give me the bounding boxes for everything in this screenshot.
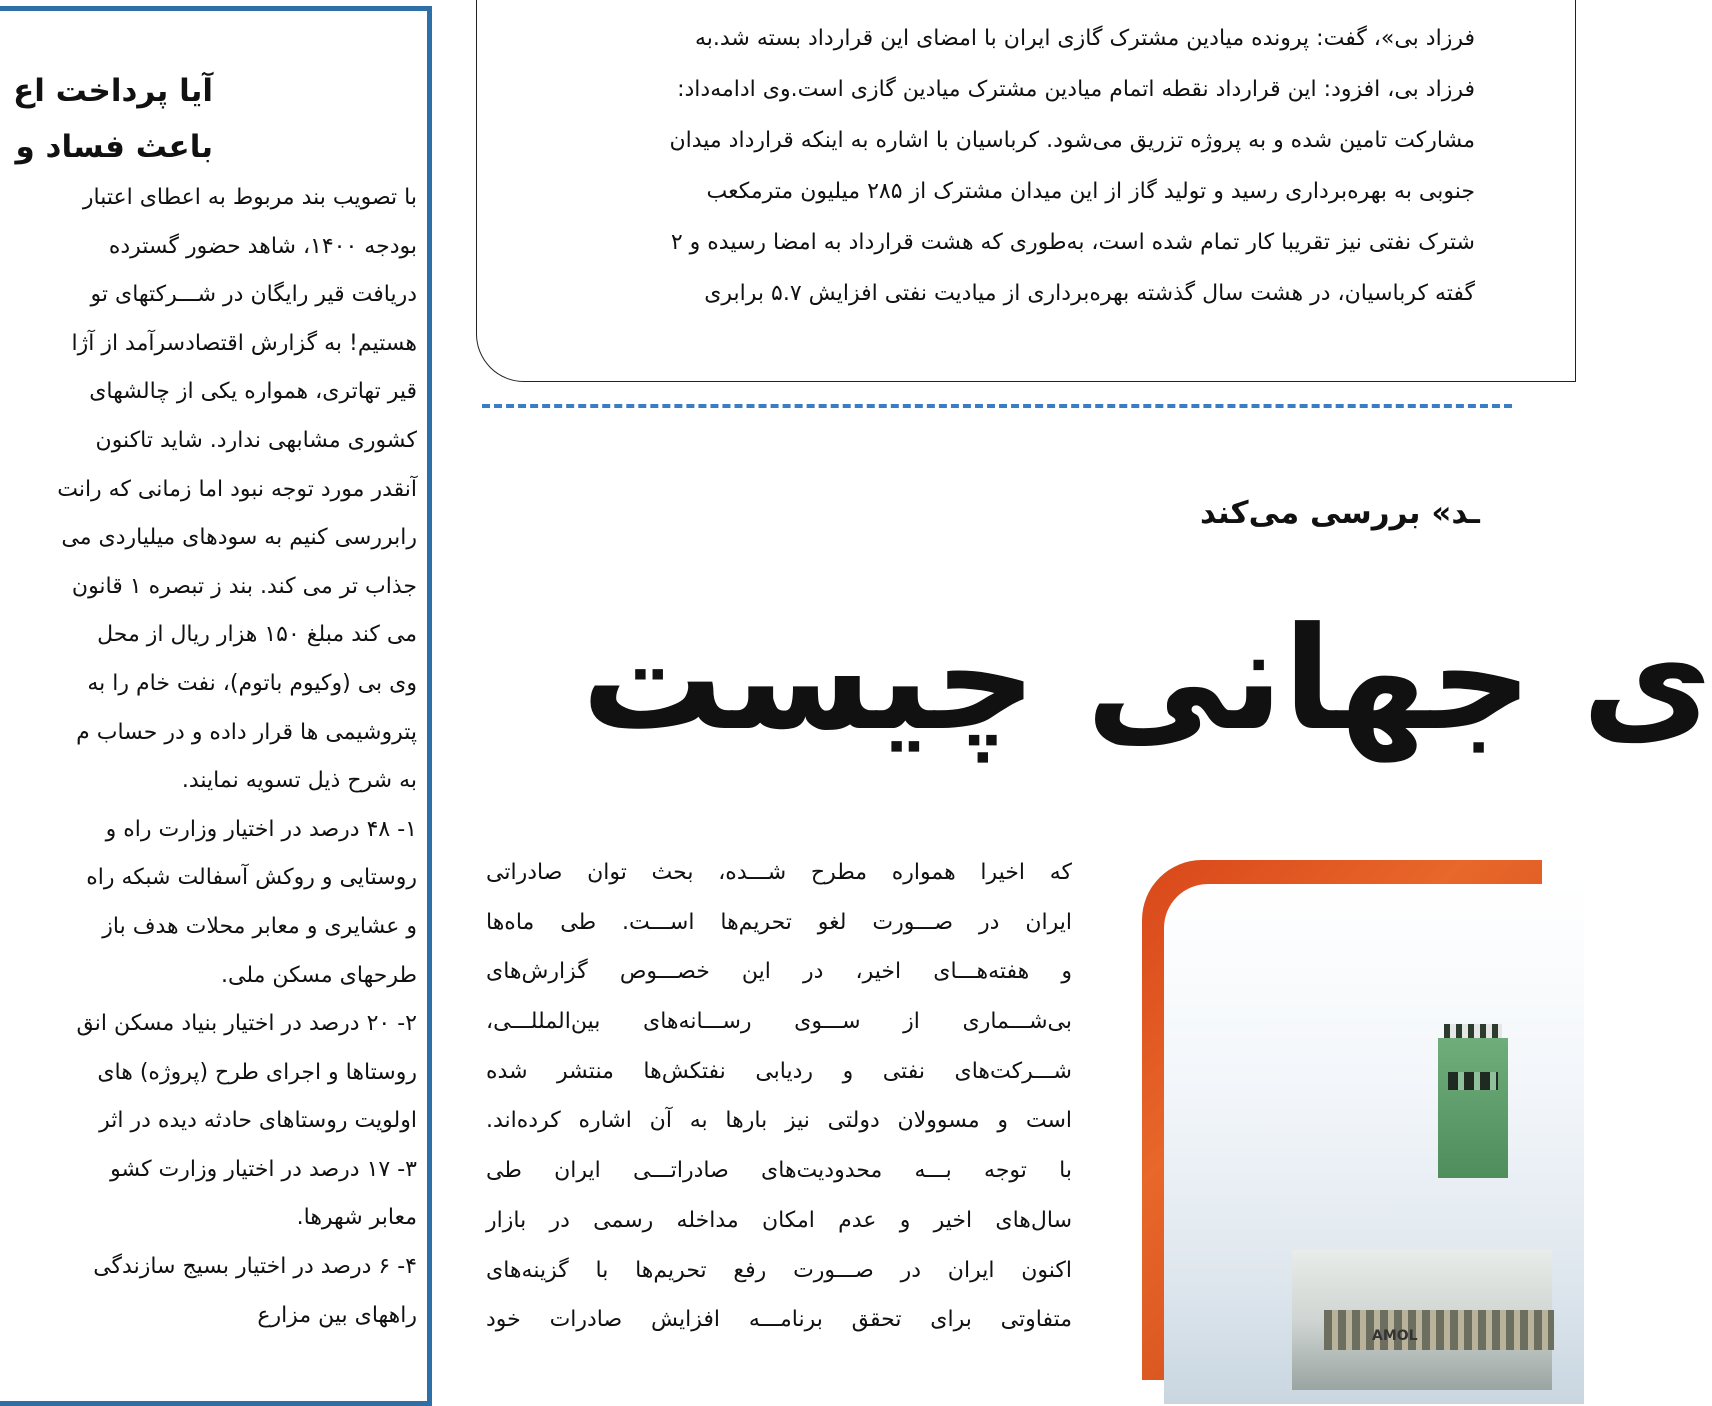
- sidebar-body-line: پتروشیمی ها قرار داده و در حساب م: [76, 719, 417, 745]
- article-body-line: سال‌های اخیر و عدم امکان مداخله رسمی در بازار: [486, 1207, 1072, 1233]
- sidebar-title-line: باعث فساد و: [15, 129, 213, 165]
- sidebar-body-line: معابر شهرها.: [296, 1205, 417, 1231]
- top-article-line: گفته کرباسیان، در هشت سال گذشته بهره‌برداری از میادیت نفتی افزایش ۵.۷ برابری: [704, 281, 1475, 306]
- article-body: [486, 848, 1072, 1345]
- top-article-line: فرزاد بی»، گفت: پرونده میادین مشترک گازی ایران با امضای این قرارداد بسته شد.به: [694, 26, 1475, 51]
- sidebar-article-body: [0, 174, 417, 1340]
- sidebar-body-line: ۳- ۱۷ درصد در اختیار وزارت کشو: [110, 1156, 417, 1182]
- sidebar-body-line: آنقدر مورد توجه نبود اما زمانی که رانت: [57, 476, 417, 502]
- top-article-box: [476, 0, 1576, 382]
- sidebar-article-title: [0, 63, 213, 175]
- sidebar-body-line: به شرح ذیل تسویه نمایند.: [181, 768, 417, 794]
- sidebar-body-line: ۴- ۶ درصد در اختیار بسیج سازندگی: [93, 1254, 417, 1280]
- top-article-text: [275, 13, 1475, 319]
- article-body-line: است و مسوولان دولتی نیز بارها به آن اشاره کرده‌اند.: [486, 1108, 1072, 1134]
- sidebar-body-line: دریافت قیر رایگان در شـــرکتهای تو: [90, 282, 417, 308]
- article-body-line: ایران در صـــورت لغو تحریم‌ها اســـت. طی ماه‌ها: [486, 909, 1072, 935]
- article-kicker: ـد» بررسی می‌کند: [1200, 495, 1480, 531]
- sidebar-body-line: با تصویب بند مربوط به اعطای اعتبار: [82, 185, 417, 210]
- article-body-line: اکنون ایران در صـــورت رفع تحریم‌ها با گزینه‌های: [486, 1257, 1072, 1283]
- article-body-line: که اخیرا همواره مطرح شـــده، بحث توان صادراتی: [486, 860, 1072, 885]
- article-body-line: و هفته‌هـــای اخیر، در این خصـــوص گزارش‌های: [486, 959, 1072, 985]
- sidebar-body-line: و عشایری و معابر محلات هدف باز: [102, 913, 417, 939]
- top-article-line: مشارکت تامین شده و به پروژه تزریق می‌شود. کرباسیان با اشاره به اینکه قرارداد میدان: [669, 128, 1475, 153]
- ship-tower: [1438, 1038, 1508, 1178]
- sidebar-body-line: هستیم! به گزارش اقتصادسرآمد از آژا: [71, 330, 417, 356]
- article-body-line: بی‌شـــماری از ســـوی رســـانه‌های بین‌المللـــی،: [486, 1009, 1072, 1035]
- top-article-line: فرزاد بی، افزود: این قرارداد نقطه اتمام میادین مشترک میادین گازی است.وی ادامه‌داد:: [677, 77, 1475, 102]
- sidebar-body-line: ۲- ۲۰ درصد در اختیار بنیاد مسکن انق: [76, 1011, 417, 1037]
- top-article-line: جنوبی به بهره‌برداری رسید و تولید گاز از این میدان مشترک از ۲۸۵ میلیون مترمکعب: [706, 179, 1475, 204]
- ship-window: [1448, 1072, 1498, 1090]
- sidebar-body-line: طرحهای مسکن ملی.: [220, 962, 417, 988]
- sidebar-body-line: قیر تهاتری، همواره یکی از چالشهای: [89, 379, 417, 405]
- sidebar-body-line: کشوری مشابهی ندارد. شاید تاکنون: [95, 427, 417, 453]
- section-divider: [482, 404, 1512, 408]
- article-body-line: شـــرکت‌های نفتی و ردیابی نفتکش‌ها منتشر شده: [486, 1058, 1072, 1084]
- sidebar-body-line: می کند مبلغ ۱۵۰ هزار ریال از محل: [97, 622, 417, 648]
- sidebar-title-line: آیا پرداخت اع: [13, 73, 213, 109]
- ship-deck: [1324, 1310, 1554, 1350]
- sidebar-body-line: راههای بین مزارع: [257, 1302, 417, 1328]
- top-article-line: شترک نفتی نیز تقریبا کار تمام شده است، به‌طوری که هشت قرارداد به امضا رسیده و ۲: [670, 230, 1475, 255]
- ship-name-label: AMOL: [1372, 1328, 1418, 1344]
- sidebar-body-line: ۱- ۴۸ درصد در اختیار وزارت راه و: [105, 816, 417, 842]
- sidebar-body-line: اولویت روستاهای حادثه دیده در اثر: [99, 1108, 417, 1134]
- article-headline: ی جهانی چیست: [581, 597, 1712, 762]
- article-body-line: متفاوتی برای تحقق برنامـــه افزایش صادرات خود: [486, 1307, 1072, 1333]
- sidebar-body-line: بودجه ۱۴۰۰، شاهد حضور گسترده: [108, 233, 417, 259]
- sidebar-body-line: روستاها و اجرای طرح (پروژه) های: [97, 1059, 417, 1085]
- sidebar-body-line: جذاب تر می کند. بند ز تبصره ۱ قانون: [71, 573, 417, 599]
- sidebar-body-line: وی بی (وکیوم باتوم)، نفت خام را به: [87, 670, 417, 696]
- tanker-photo: [1142, 860, 1542, 1380]
- sidebar-body-line: روستایی و روکش آسفالت شبکه راه: [86, 865, 417, 891]
- sidebar-body-line: رابررسی کنیم به سودهای میلیاردی می: [61, 525, 417, 551]
- article-body-line: با توجه بـــه محدودیت‌های صادراتـــی ایران طی: [486, 1158, 1072, 1184]
